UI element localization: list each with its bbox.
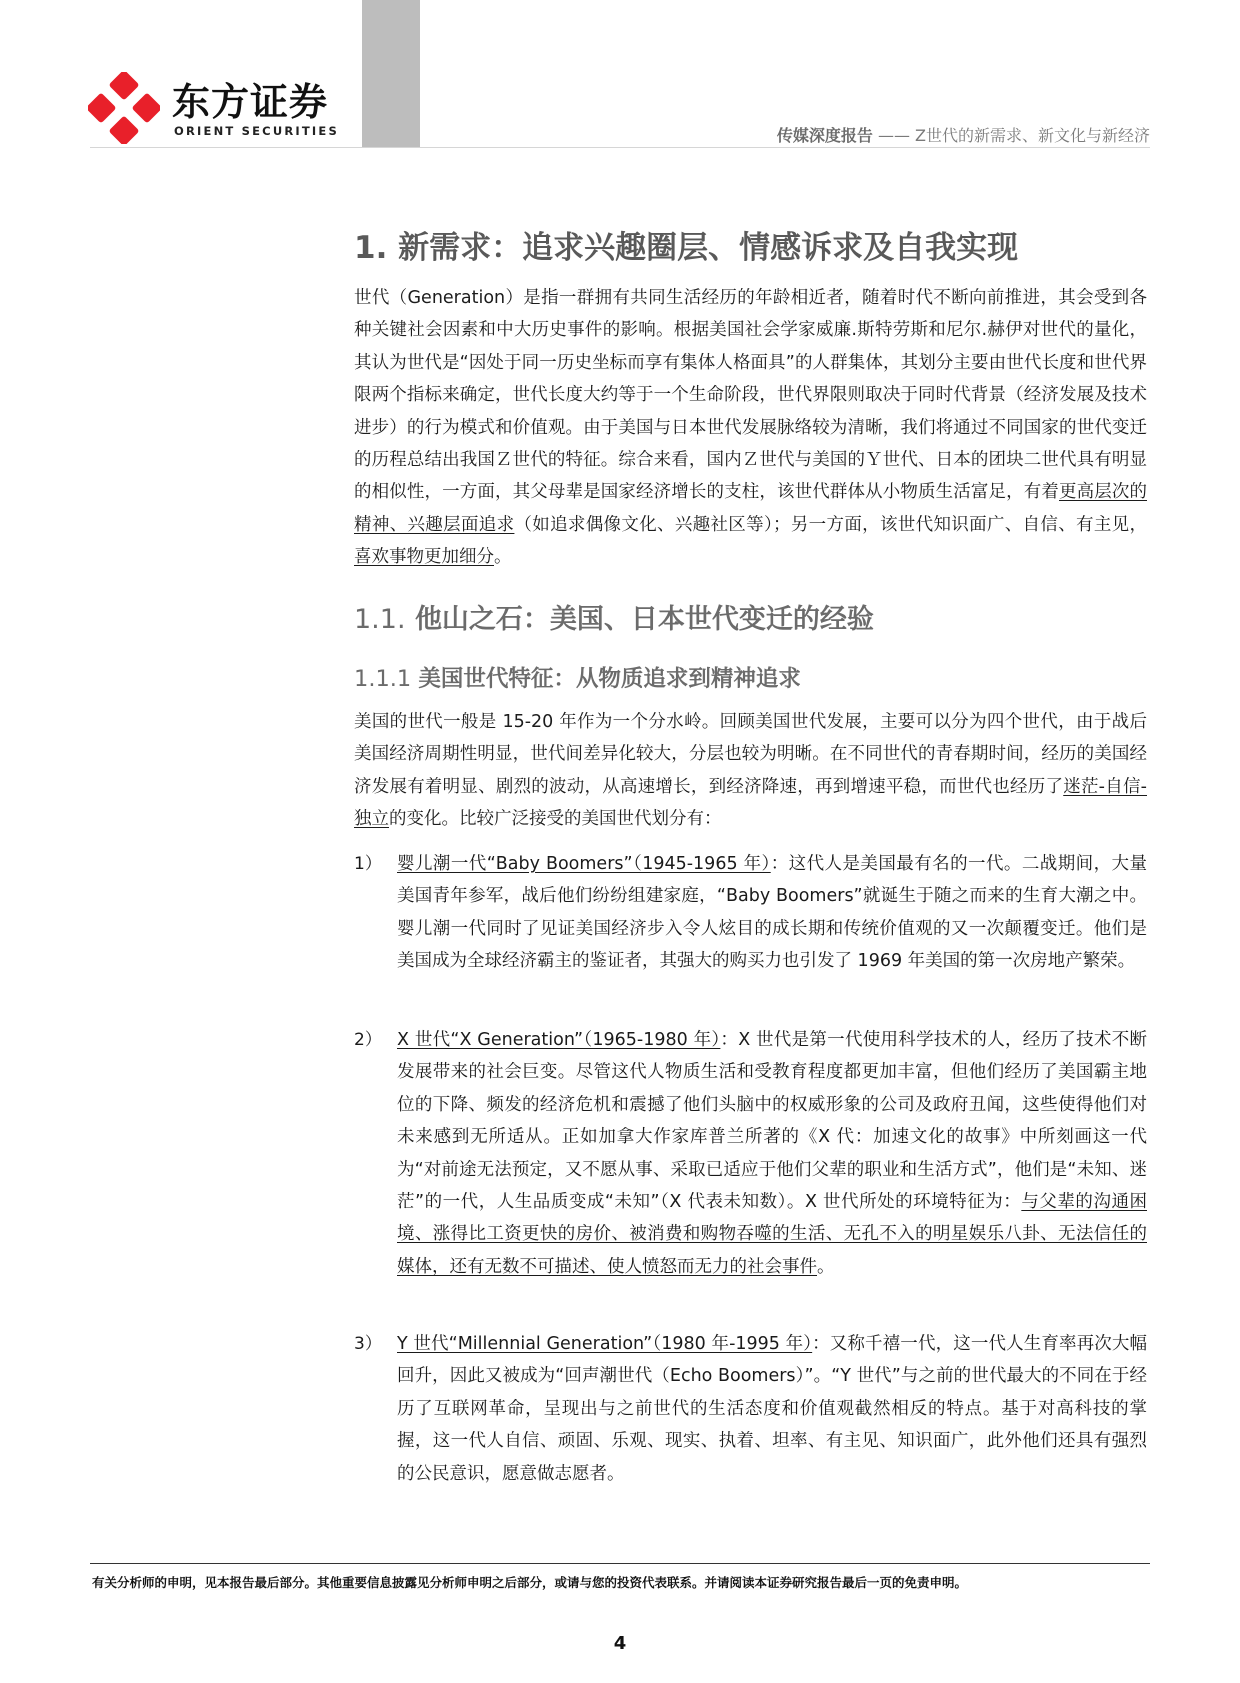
report-title: Z世代的新需求、新文化与新经济 <box>915 126 1150 145</box>
running-header <box>777 123 1150 146</box>
list-marker: 1） <box>354 854 382 874</box>
list-marker: 2） <box>354 1030 382 1050</box>
section-number: 1. <box>354 230 388 266</box>
logo-chinese-name: 东方证券 <box>172 80 329 124</box>
item-end: 。 <box>817 1256 835 1277</box>
header-accent-bar <box>362 0 420 148</box>
item-heading: X 世代“X Generation”（1965-1980 年） <box>397 1030 721 1050</box>
list-item <box>354 848 1147 978</box>
text-run: 。 <box>494 547 512 568</box>
item-heading: Y 世代“Millennial Generation”（1980 年-1995 年） <box>397 1334 813 1354</box>
company-logo <box>88 72 338 142</box>
section-1-heading <box>354 226 1147 270</box>
underlined-text: 更高层次的精神、兴趣层面追求 <box>354 482 1147 535</box>
text-run: 世代（Generation）是指一群拥有共同生活经历的年龄相近者，随着时代不断向前推进，其会受到各种关键社会因素和中大历史事件的影响。根据美国社会学家威廉.斯特劳斯和尼尔.赫伊对世代的量化，其认为世代是“因处于同一历史坐标而享有集体人格面具”的人群集体，其划分主要由世代长度和世代界限两个指标来确定，世代长度大约等于一个生命阶段，世代界限则取决于同时代背景（经济发展及技术进步）的行为模式和价值观。由于美国与日本世代发展脉络较为清晰，我们将通过不同国家的世代变迁的历程总结出我国Ｚ世代的特征。综合来看，国内Ｚ世代与美国的Ｙ世代、日本的团块二世代具有明显的相似性，一方面，其父母辈是国家经济增长的支柱，该世代群体从小物质生活富足，有着 <box>354 288 1147 503</box>
list-item <box>354 1328 1147 1490</box>
section-number: 1.1. <box>354 604 406 635</box>
text-run: （如追求偶像文化、兴趣社区等）；另一方面，该世代知识面广、自信、有主见， <box>514 514 1148 535</box>
item-text: ：X 世代是第一代使用科学技术的人，经历了技术不断发展带来的社会巨变。尽管这代人物质生活和受教育程度都更加丰富，但他们经历了美国霸主地位的下降、频发的经济危机和震撼了他们头脑中的权威形象的公司及政府丑闻，这些使得他们对未来感到无所适从。正如加拿大作家库普兰所著的《X 代：加速文化的故事》中所刻画这一代为“对前途无法预定，又不愿从事、采取已适应于他们父辈的职业和生活方式”，他们是“未知、迷茫”的一代，人生品质变成“未知”（X 代表未知数）。X 世代所处的环境特征为： <box>397 1030 1147 1213</box>
item-text: ：这代人是美国最有名的一代。二战期间，大量美国青年参军，战后他们纷纷组建家庭，“Baby Boomers”就诞生于随之而来的生育大潮之中。婴儿潮一代同时了见证美国经济步入令人炫目的成长期和传统价值观的又一次颠覆变迁。他们是美国成为全球经济霸主的鉴证者，其强大的购买力也引发了 1969 年美国的第一次房地产繁荣。 <box>397 854 1147 972</box>
orient-logo-icon <box>88 72 160 144</box>
section-title: 新需求：追求兴趣圈层、情感诉求及自我实现 <box>398 230 1019 266</box>
header-divider <box>90 147 1150 148</box>
section-1-1-heading <box>354 600 1147 640</box>
text-run: 的变化。比较广泛接受的美国世代划分有： <box>389 809 722 830</box>
section-1-paragraph <box>354 282 1147 574</box>
section-title: 美国世代特征：从物质追求到精神追求 <box>418 666 801 692</box>
footer-divider <box>90 1563 1150 1564</box>
header-separator: —— <box>872 126 916 145</box>
section-number: 1.1.1 <box>354 666 412 692</box>
section-1-1-1-heading <box>354 662 1147 696</box>
underlined-text: 迷茫-自信-独立 <box>354 776 1147 830</box>
underlined-text: 喜欢事物更加细分 <box>354 547 494 568</box>
section-1-1-1-paragraph <box>354 706 1147 836</box>
footer-disclaimer: 有关分析师的申明，见本报告最后部分。其他重要信息披露见分析师申明之后部分，或请与您的投资代表联系。并请阅读本证券研究报告最后一页的免责申明。 <box>92 1575 968 1590</box>
section-title: 他山之石：美国、日本世代变迁的经验 <box>414 604 874 635</box>
page-number: 4 <box>613 1633 627 1654</box>
list-marker: 3） <box>354 1334 382 1354</box>
text-run: 美国的世代一般是 15-20 年作为一个分水岭。回顾美国世代发展，主要可以分为四个世代，由于战后美国经济周期性明显，世代间差异化较大，分层也较为明晰。在不同世代的青春期时间，经历的美国经济发展有着明显、剧烈的波动，从高速增长，到经济降速，再到增速平稳，而世代也经历了 <box>354 712 1147 797</box>
report-type: 传媒深度报告 <box>776 126 873 145</box>
item-heading: 婴儿潮一代“Baby Boomers”（1945-1965 年） <box>397 854 771 874</box>
underlined-text: 与父辈的沟通困境、涨得比工资更快的房价、被消费和购物吞噬的生活、无孔不入的明星娱乐八卦、无法信任的媒体，还有无数不可描述、使人愤怒而无力的社会事件 <box>397 1192 1147 1277</box>
logo-english-name: ORIENT SECURITIES <box>174 124 339 138</box>
item-text: ：又称千禧一代，这一代人生育率再次大幅回升，因此又被成为“回声潮世代（Echo Boomers）”。“Y 世代”与之前的世代最大的不同在于经历了互联网革命，呈现出与之前世代的生活态度和价值观截然相反的特点。基于对高科技的掌握，这一代人自信、顽固、乐观、现实、执着、坦率、有主见、知识面广，此外他们还具有强烈的公民意识，愿意做志愿者。 <box>397 1334 1148 1484</box>
list-item <box>354 1024 1147 1283</box>
